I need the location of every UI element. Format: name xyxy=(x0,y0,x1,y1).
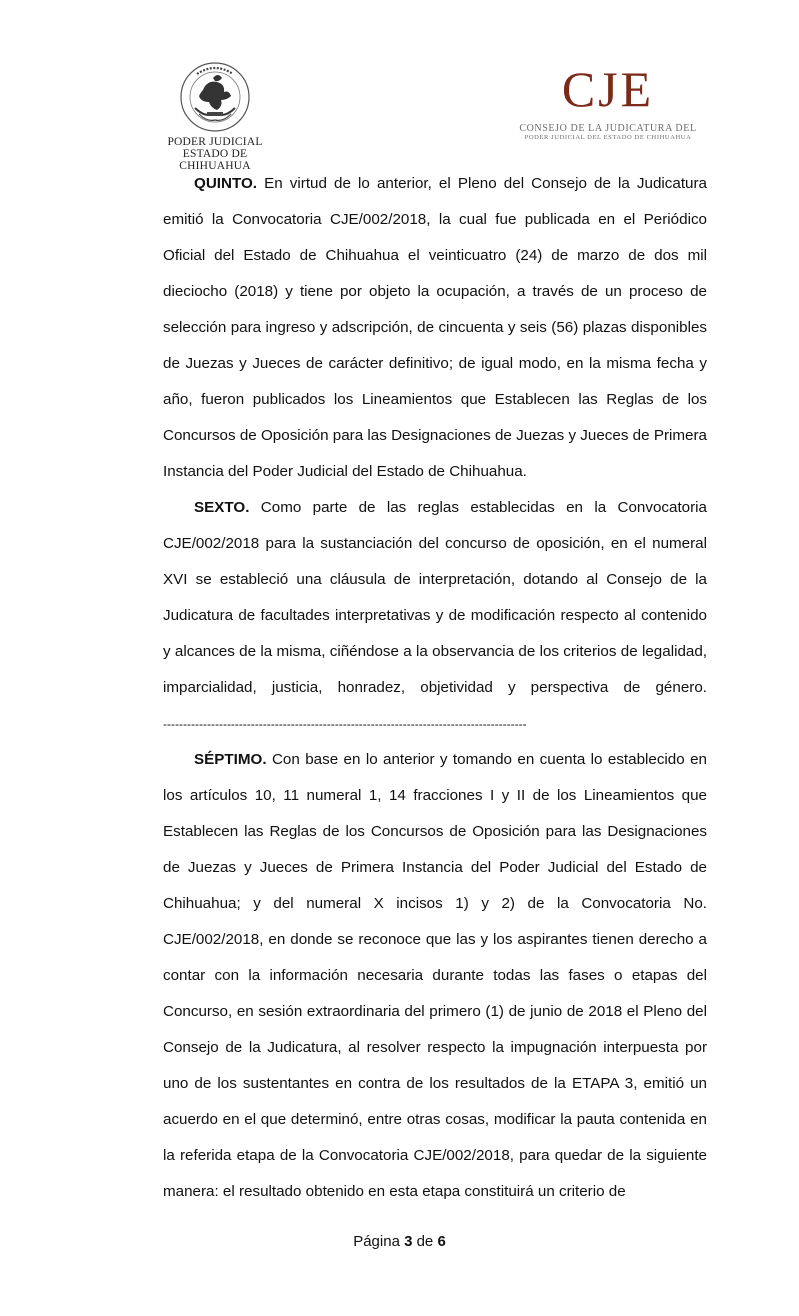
paragraph-heading: SÉPTIMO. xyxy=(194,751,267,768)
paragraph-septimo xyxy=(163,742,707,1210)
cje-logo xyxy=(518,62,698,142)
paragraph-heading: QUINTO. xyxy=(194,175,258,192)
coat-of-arms-icon xyxy=(177,60,253,134)
dash-filler: ------------------------------------------------------------------------------------------- xyxy=(163,717,527,731)
left-caption-line1: PODER JUDICIAL xyxy=(167,136,263,148)
poder-judicial-logo xyxy=(146,60,284,172)
paragraph-text: Con base en lo anterior y tomando en cuenta lo establecido en los artículos 10, 11 numeral 1, 14 fracciones I y II de los Lineamientos que Establecen las Reglas de los Concursos de Oposición para las Designaciones de Juezas y Jueces de Primera Instancia del Poder Judicial del Estado de Chihuahua; y del numeral X incisos 1) y 2) de la Convocatoria No. CJE/002/2018, en donde se reconoce que las y los aspirantes tienen derecho a contar con la información necesaria durante todas las fases o etapas del Concurso, en sesión extraordinaria del primero (1) de junio de 2018 el Pleno del Consejo de la Judicatura, al resolver respecto la impugnación interpuesta por uno de los sustentantes en contra de los resultados de la ETAPA 3, emitió un acuerdo en el que determinó, entre otras cosas, modificar la pauta contenida en la referida etapa de la Convocatoria CJE/002/2018, para quedar de la siguiente manera: el resultado obtenido en esta etapa constituirá un criterio de xyxy=(163,751,707,1200)
footer-total-pages: 6 xyxy=(437,1233,446,1250)
cje-line2: PODER JUDICIAL DEL ESTADO DE CHIHUAHUA xyxy=(524,134,692,141)
paragraph-quinto xyxy=(163,166,707,490)
footer-current-page: 3 xyxy=(404,1233,413,1250)
page-footer xyxy=(0,1233,799,1250)
cje-line1: CONSEJO DE LA JUDICATURA DEL xyxy=(519,123,697,134)
paragraph-heading: SEXTO. xyxy=(194,499,250,516)
document-body xyxy=(163,166,707,1210)
footer-prefix: Página xyxy=(353,1233,405,1250)
paragraph-text: Como parte de las reglas establecidas en la Convocatoria CJE/002/2018 para la sustanciación del concurso de oposición, en el numeral XVI se estableció una cláusula de interpretación, dotando al Consejo de la Judicatura de facultades interpretativas y de modificación respecto al contenido y alcances de la misma, ciñéndose a la observancia de los criterios de legalidad, imparcialidad, justicia, honradez, objetividad y perspectiva de género. xyxy=(163,499,707,696)
left-caption-line2: ESTADO DE CHIHUAHUA xyxy=(179,148,251,172)
paragraph-sexto xyxy=(163,490,707,742)
paragraph-text: En virtud de lo anterior, el Pleno del Consejo de la Judicatura emitió la Convocatoria CJE/002/2018, la cual fue publicada en el Periódico Oficial del Estado de Chihuahua el veinticuatro (24) de marzo de dos mil dieciocho (2018) y tiene por objeto la ocupación, a través de un proceso de selección para ingreso y adscripción, de cincuenta y seis (56) plazas disponibles de Juezas y Jueces de carácter definitivo; de igual modo, en la misma fecha y año, fueron publicados los Lineamientos que Establecen las Reglas de los Concursos de Oposición para las Designaciones de Juezas y Jueces de Primera Instancia del Poder Judicial del Estado de Chihuahua. xyxy=(163,175,707,480)
cje-mark: CJE xyxy=(561,61,655,117)
footer-middle: de xyxy=(412,1233,438,1250)
